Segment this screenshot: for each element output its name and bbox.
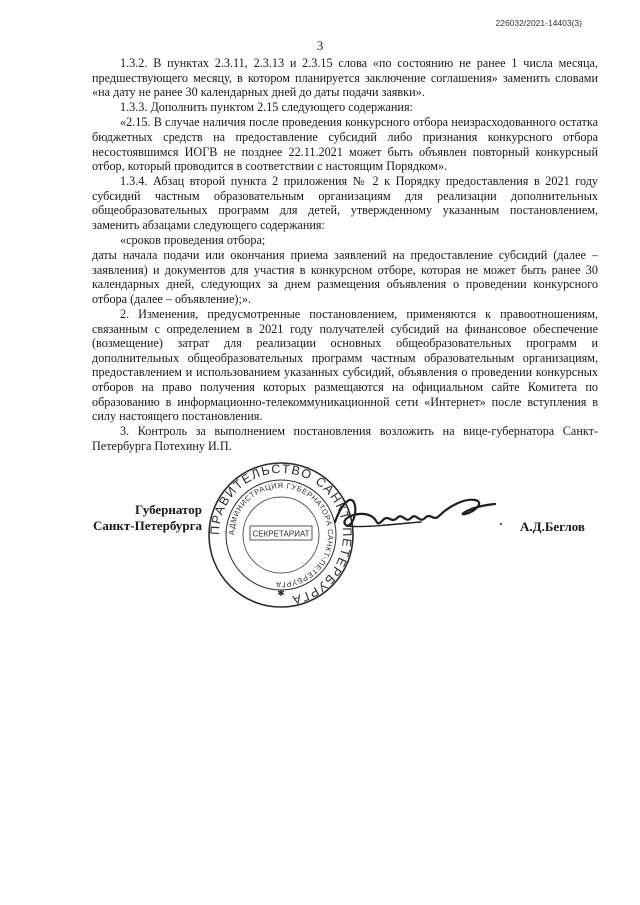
- seal-outer-text: ПРАВИТЕЛЬСТВО САНКТ-ПЕТЕРБУРГА: [207, 461, 355, 608]
- seal-center-text: СЕКРЕТАРИАТ: [252, 529, 310, 539]
- paragraph-deadlines-quote: «сроков проведения отбора;: [120, 233, 266, 248]
- paragraph-2-15-quote: «2.15. В случае наличия после проведения конкурсного отбора неизрасходованного остатка бюджетных средств на предоставление субсидий либо признания конкурсного отбора несостоявшимся ИОГВ не позднее 22.11.2021 может быть объявлен повторный конкурсный отбор, который проводится в соответствии с настоящим Порядком».: [92, 115, 598, 174]
- signatory-title: [92, 502, 202, 534]
- paragraph-1-3-3: 1.3.3. Дополнить пунктом 2.15 следующего содержания:: [120, 100, 413, 115]
- paragraph-1-3-2: 1.3.2. В пунктах 2.3.11, 2.3.13 и 2.3.15 слова «по состоянию не ранее 1 числа месяца, предшествующего месяцу, в котором планируется заключение соглашения» заменить словами «на дату не ранее 30 календарных дней до даты подачи заявки».: [92, 56, 598, 100]
- paragraph-3: 3. Контроль за выполнением постановления возложить на вице-губернатора Санкт-Петербурга Потехину И.П.: [92, 424, 598, 453]
- signatory-name: А.Д.Беглов: [520, 519, 585, 534]
- seal-star-icon: ✱: [277, 588, 285, 598]
- paragraph-1-3-4: 1.3.4. Абзац второй пункта 2 приложения № 2 к Порядку предоставления в 2021 году субсидий частным образовательным организациям для реализации дополнительных общеобразовательных программ для детей, утвержденному указанным постановлением, заменить абзацами следующего содержания:: [92, 174, 598, 233]
- seal-inner-text: АДМИНИСТРАЦИЯ ГУБЕРНАТОРА САНКТ-ПЕТЕРБУРГА: [226, 480, 336, 590]
- signature-dot: [500, 523, 502, 525]
- document-number: 226032/2021-14403(3): [495, 18, 582, 28]
- signatory-title-line1: Губернатор: [134, 502, 202, 517]
- page-number: 3: [316, 38, 324, 53]
- handwritten-signature: [325, 480, 505, 540]
- signatory-title-line2: Санкт-Петербурга: [93, 518, 202, 533]
- paragraph-2: 2. Изменения, предусмотренные постановлением, применяются к правоотношениям, связанным с определением в 2021 году получателей субсидий на финансовое обеспечение (возмещение) затрат для реализации основных общеобразовательных программ и дополнительных общеобразовательных программ частным образовательным организациям, предоставлением и использованием указанных субсидий, объявления о проведении конкурсных отборов на право получения которых размещаются на официальном сайте Комитета по образованию в информационно-телекоммуникационной сети «Интернет» после вступления в силу настоящего постановления.: [92, 307, 598, 424]
- paragraph-application-dates: даты начала подачи или окончания приема заявлений на предоставление субсидий (далее – заявления) и документов для участия в конкурсном отборе, которая не может быть ранее 30 календарных дней, следующих за днем размещения объявления о проведении конкурсного отбора (далее – объявление);».: [92, 248, 598, 306]
- document-body: [92, 56, 598, 454]
